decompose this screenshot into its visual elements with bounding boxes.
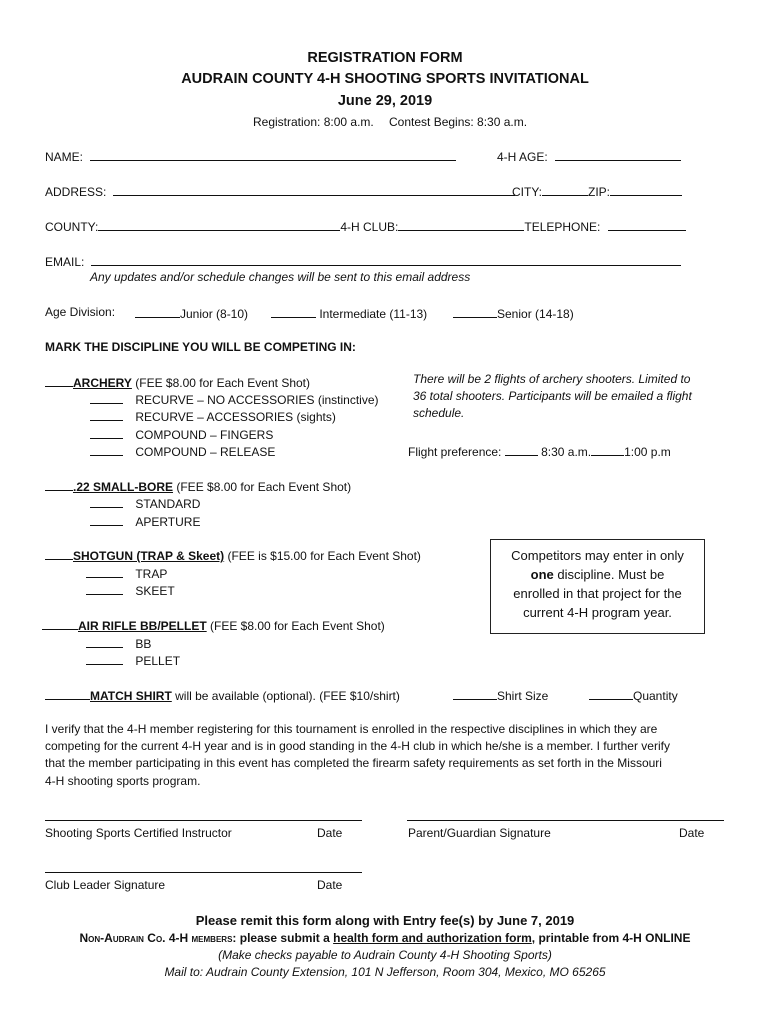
shirt-size bbox=[453, 687, 548, 703]
shotgun-option-check[interactable] bbox=[86, 565, 123, 578]
senior-check[interactable] bbox=[453, 305, 497, 318]
airrifle-option-check[interactable] bbox=[86, 652, 123, 665]
archery-option-check[interactable] bbox=[90, 443, 123, 456]
senior-label: Senior (14-18) bbox=[497, 307, 574, 321]
verify-line: I verify that the 4-H member registering for this tournament is enrolled in the respective disciplines in which they are bbox=[45, 722, 658, 736]
club-field[interactable] bbox=[398, 218, 524, 231]
zip-label: ZIP: bbox=[588, 185, 611, 199]
shotgun-check[interactable] bbox=[45, 547, 73, 560]
age-row bbox=[497, 148, 681, 164]
discipline-notice-box bbox=[490, 539, 705, 634]
archery-option bbox=[90, 443, 275, 459]
archery-option-check[interactable] bbox=[90, 408, 123, 421]
form-title: REGISTRATION FORM bbox=[307, 50, 463, 66]
county-row bbox=[45, 218, 686, 234]
event-title: AUDRAIN COUNTY 4-H SHOOTING SPORTS INVITATIONAL bbox=[181, 71, 589, 87]
shotgun-option-label: TRAP bbox=[135, 567, 168, 581]
flight-100-check[interactable] bbox=[591, 443, 624, 456]
shotgun-fee: (FEE is $15.00 for Each Event Shot) bbox=[227, 549, 421, 563]
archery-option-label: COMPOUND – FINGERS bbox=[135, 428, 274, 442]
airrifle-option-check[interactable] bbox=[86, 635, 123, 648]
name-field[interactable] bbox=[90, 148, 456, 161]
smallbore-check[interactable] bbox=[45, 478, 73, 491]
verify-line: 4-H shooting sports program. bbox=[45, 774, 201, 788]
telephone-field[interactable] bbox=[608, 218, 686, 231]
archery-fee: (FEE $8.00 for Each Event Shot) bbox=[135, 376, 311, 390]
non-audrain-notice bbox=[0, 931, 770, 945]
email-label: EMAIL: bbox=[45, 255, 85, 269]
printable-text: , printable from 4-H ONLINE bbox=[531, 931, 691, 945]
parent-date-label: Date bbox=[679, 826, 705, 840]
shirt-quantity-field[interactable] bbox=[589, 687, 633, 700]
leader-signature-line[interactable] bbox=[45, 872, 362, 873]
archery-option bbox=[90, 391, 379, 407]
email-note: Any updates and/or schedule changes will be sent to this email address bbox=[90, 270, 471, 284]
age-division-label: Age Division: bbox=[45, 305, 116, 319]
shirt-text: will be available (optional). (FEE $10/shirt) bbox=[175, 689, 400, 703]
archery-option-label: RECURVE – NO ACCESSORIES (instinctive) bbox=[135, 393, 379, 407]
smallbore-option-check[interactable] bbox=[90, 495, 123, 508]
archery-check[interactable] bbox=[45, 374, 73, 387]
shirt-row bbox=[45, 687, 400, 703]
mail-address: Mail to: Audrain County Extension, 101 N Jefferson, Room 304, Mexico, MO 65265 bbox=[164, 965, 606, 979]
registration-time: Registration: 8:00 a.m. bbox=[253, 115, 374, 129]
verify-line: competing for the current 4-H year and is in good standing in the 4-H club in which he/she is a member. I further verify bbox=[45, 739, 670, 753]
shirt-quantity-label: Quantity bbox=[633, 689, 678, 703]
flight-100-label: 1:00 p.m bbox=[624, 445, 671, 459]
archery-option bbox=[90, 408, 336, 424]
shirt-label: MATCH SHIRT bbox=[90, 689, 172, 703]
smallbore-option bbox=[90, 513, 200, 529]
shotgun-option-check[interactable] bbox=[86, 582, 123, 595]
intermediate-check[interactable] bbox=[271, 305, 316, 318]
email-field[interactable] bbox=[91, 253, 681, 266]
shirt-size-label: Shirt Size bbox=[497, 689, 549, 703]
health-form-link[interactable]: health form and authorization form bbox=[333, 931, 532, 945]
smallbore-fee: (FEE $8.00 for Each Event Shot) bbox=[176, 480, 352, 494]
address-field[interactable] bbox=[113, 183, 515, 196]
leader-label: Club Leader Signature bbox=[45, 878, 166, 892]
airrifle-option-label: PELLET bbox=[135, 654, 181, 668]
city-label: CITY: bbox=[512, 185, 543, 199]
smallbore-option bbox=[90, 495, 200, 511]
smallbore-row bbox=[45, 478, 351, 494]
parent-label: Parent/Guardian Signature bbox=[408, 826, 551, 840]
shotgun-option bbox=[86, 565, 167, 581]
archery-option-check[interactable] bbox=[90, 426, 123, 439]
smallbore-option-label: APERTURE bbox=[135, 515, 201, 529]
junior-label: Junior (8-10) bbox=[180, 307, 249, 321]
archery-option-label: RECURVE – ACCESSORIES (sights) bbox=[135, 410, 336, 424]
county-field[interactable] bbox=[98, 218, 340, 231]
shirt-check[interactable] bbox=[45, 687, 90, 700]
address-row bbox=[45, 183, 515, 199]
archery-option bbox=[90, 426, 273, 442]
email-row bbox=[45, 253, 681, 269]
verify-line: that the member participating in this event has completed the firearm safety requirements as set forth in the Missouri bbox=[45, 756, 662, 770]
archery-label: ARCHERY bbox=[73, 376, 132, 390]
submit-text: please submit a bbox=[236, 931, 334, 945]
archery-note-line: 36 total shooters. Participants will be emailed a flight bbox=[413, 389, 692, 403]
instructor-label: Shooting Sports Certified Instructor bbox=[45, 826, 232, 840]
shotgun-option bbox=[86, 582, 175, 598]
shirt-size-field[interactable] bbox=[453, 687, 497, 700]
archery-option-label: COMPOUND – RELEASE bbox=[135, 445, 276, 459]
flight-830-label: 8:30 a.m. bbox=[541, 445, 592, 459]
notice-emphasis: one bbox=[530, 567, 554, 582]
name-label: NAME: bbox=[45, 150, 84, 164]
junior-option bbox=[135, 305, 248, 321]
shotgun-option-label: SKEET bbox=[135, 584, 175, 598]
notice-line bbox=[491, 565, 704, 584]
checks-payable: (Make checks payable to Audrain County 4-H Shooting Sports) bbox=[218, 948, 552, 962]
parent-signature-line[interactable] bbox=[407, 820, 724, 821]
shirt-quantity bbox=[589, 687, 678, 703]
archery-note-line: There will be 2 flights of archery shooters. Limited to bbox=[413, 372, 691, 386]
archery-note-line: schedule. bbox=[413, 406, 465, 420]
flight-preference bbox=[408, 443, 671, 459]
club-label: 4-H CLUB: bbox=[340, 220, 399, 234]
notice-text: discipline. Must be bbox=[553, 567, 665, 582]
telephone-label: TELEPHONE: bbox=[524, 220, 601, 234]
city-row bbox=[512, 183, 682, 199]
airrifle-label: AIR RIFLE BB/PELLET bbox=[78, 619, 207, 633]
airrifle-fee: (FEE $8.00 for Each Event Shot) bbox=[210, 619, 385, 633]
name-row bbox=[45, 148, 456, 164]
city-field[interactable] bbox=[542, 183, 588, 196]
address-label: ADDRESS: bbox=[45, 185, 107, 199]
discipline-heading: MARK THE DISCIPLINE YOU WILL BE COMPETING IN: bbox=[45, 340, 356, 354]
smallbore-option-check[interactable] bbox=[90, 513, 123, 526]
non-audrain-label: Non-Audrain Co. 4-H members: bbox=[79, 931, 237, 945]
flight-label: Flight preference: bbox=[408, 445, 502, 459]
airrifle-option bbox=[86, 652, 180, 668]
age-field[interactable] bbox=[555, 148, 681, 161]
county-label: COUNTY: bbox=[45, 220, 99, 234]
intermediate-option bbox=[271, 305, 427, 321]
contest-time: Contest Begins: 8:30 a.m. bbox=[389, 115, 528, 129]
event-date: June 29, 2019 bbox=[337, 93, 433, 109]
remit-notice: Please remit this form along with Entry fee(s) by June 7, 2019 bbox=[195, 913, 575, 928]
notice-line: current 4-H program year. bbox=[523, 605, 672, 620]
smallbore-label: .22 SMALL-BORE bbox=[73, 480, 174, 494]
flight-830-check[interactable] bbox=[505, 443, 538, 456]
airrifle-option bbox=[86, 635, 151, 651]
archery-option-check[interactable] bbox=[90, 391, 123, 404]
archery-row bbox=[45, 374, 310, 390]
junior-check[interactable] bbox=[135, 305, 180, 318]
notice-line: enrolled in that project for the bbox=[513, 586, 682, 601]
airrifle-row bbox=[42, 617, 385, 633]
zip-field[interactable] bbox=[610, 183, 682, 196]
senior-option bbox=[453, 305, 574, 321]
instructor-date-label: Date bbox=[317, 826, 343, 840]
airrifle-option-label: BB bbox=[135, 637, 152, 651]
age-label: 4-H AGE: bbox=[497, 150, 548, 164]
notice-line: Competitors may enter in only bbox=[511, 548, 684, 563]
smallbore-option-label: STANDARD bbox=[135, 497, 201, 511]
shotgun-label: SHOTGUN (TRAP & Skeet) bbox=[73, 549, 225, 563]
shotgun-row bbox=[45, 547, 421, 563]
airrifle-check[interactable] bbox=[42, 617, 78, 630]
intermediate-label: Intermediate (11-13) bbox=[319, 307, 428, 321]
leader-date-label: Date bbox=[317, 878, 343, 892]
instructor-signature-line[interactable] bbox=[45, 820, 362, 821]
